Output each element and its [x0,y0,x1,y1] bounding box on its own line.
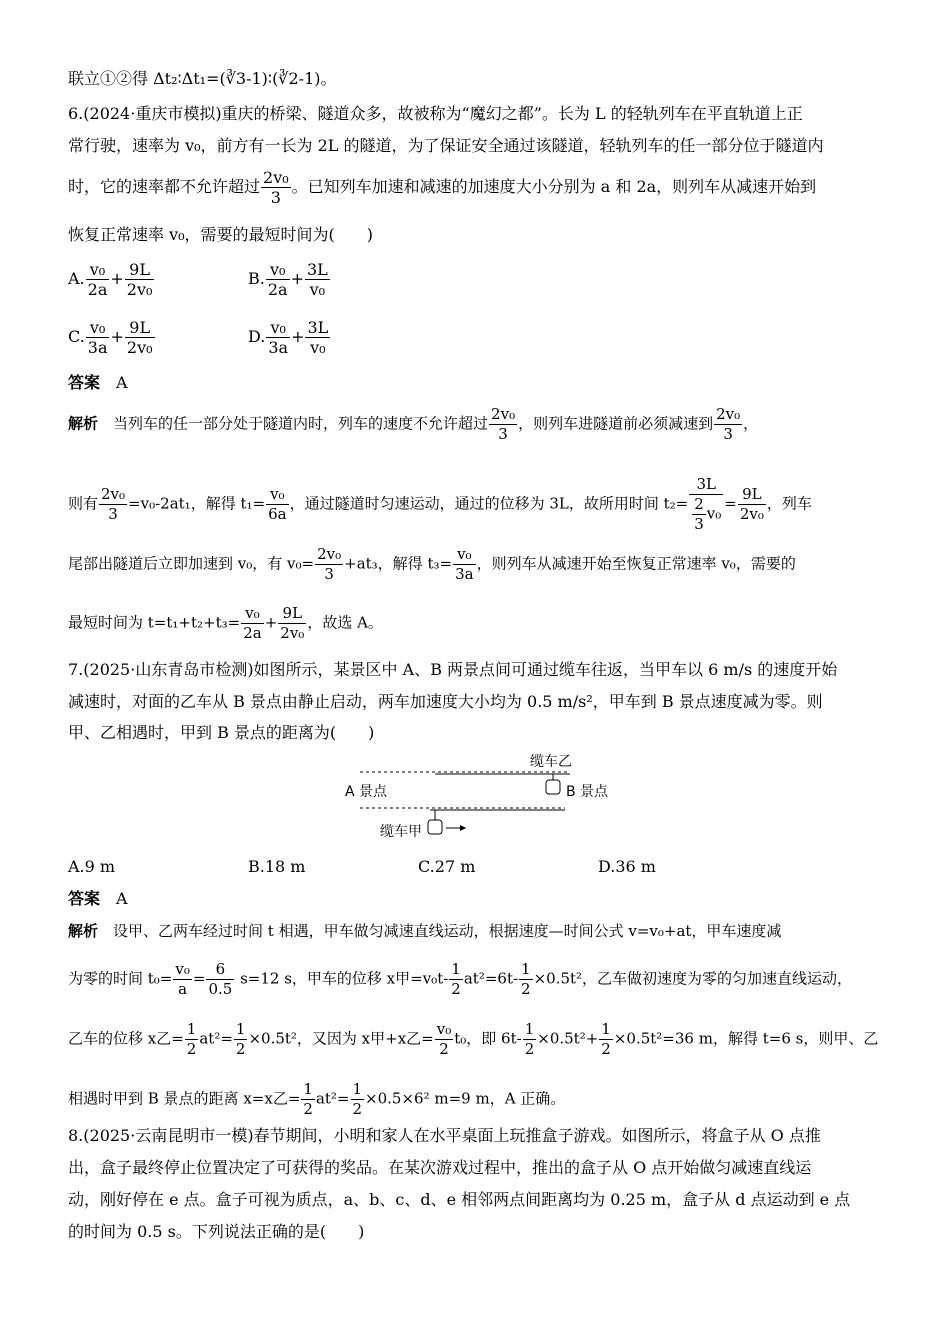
label-car-a: 缆车甲 [380,824,422,840]
q6-text: 。已知列车加速和减速的加速度大小分别为 a 和 2a，则列车从减速开始到 [291,177,817,196]
q7-analysis-line-3: 乙车的位移 x乙= $\frac{1}{2}$ at²= $\frac{1}{2}$ ×0.5t²，又因为 x甲+x乙= $\frac{\text{v₀}}{2}$ t₀，即 6t- $\frac{1}{2}$ ×0.5t²+ $\frac{1}{2}$ ×0.5t²=36 m，解得 t=6 s，则甲、乙 [68,1020,879,1058]
q6-stem-line-1: 6.(2024·重庆市模拟)重庆的桥梁、隧道众多，故被称为“魔幻之都”。长为 L 的轻轨列车在平直轨道上正 [68,104,803,123]
car-a-icon [428,820,442,834]
car-b-icon [546,780,560,794]
q6-stem-line-3 [68,168,816,207]
q7-stem-line-1: 7.(2025·山东青岛市检测)如图所示，某景区中 A、B 两景点间可通过缆车往返，当甲车以 6 m/s 的速度开始 [68,660,838,679]
fraction: $\frac{\text{2v₀}}{3}$ [263,168,289,207]
q7-stem-line-2: 减速时，对面的乙车从 B 景点由静止启动，两车加速度大小均为 0.5 m/s²，甲车到 B 景点速度减为零。则 [68,692,823,711]
q6-analysis-line-2: 则有 $\frac{\text{2v₀}}{3}$ =v₀-2at₁，解得 t₁= $\frac{\text{v₀}}{6a}$ ，通过隧道时匀速运动，通过的位移为 3L，故所用时间 t₂= 3L $\frac{2}{3}$ v₀ = $\frac{9L}{\text{2v₀}}$ ，列车 [68,475,812,533]
q6-option-a: A. $\frac{\text{v₀}}{2a}$ + $\frac{9L}{\text{2v₀}}$ [68,260,153,299]
q8-stem-line-4: 的时间为 0.5 s。下列说法正确的是( ) [68,1222,365,1241]
q7-analysis-line-1: 解析 设甲、乙两车经过时间 t 相遇，甲车做匀减速直线运动，根据速度—时间公式 v=v₀+at，甲车速度减 [68,922,782,940]
q6-stem-line-4: 恢复正常速率 v₀，需要的最短时间为( ) [68,225,374,244]
q7-option-d: D.36 m [598,857,656,876]
q6-analysis-line-1: 解析 当列车的任一部分处于隧道内时，列车的速度不允许超过 $\frac{\text{2v₀}}{3}$ ，则列车进隧道前必须减速到 $\frac{\text{2v₀}}{3}$ ， [68,405,759,443]
q6-answer: 答案 A [68,373,128,392]
q8-stem-line-1: 8.(2025·云南昆明市一模)春节期间，小明和家人在水平桌面上玩推盒子游戏。如图所示，将盒子从 O 点推 [68,1126,821,1145]
q7-answer: 答案 A [68,889,128,908]
label-point-b: B 景点 [566,784,609,800]
q7-option-b: B.18 m [248,857,306,876]
q8-stem-line-3: 动，刚好停在 e 点。盒子可视为质点，a、b、c、d、e 相邻两点间距离均为 0.25 m，盒子从 d 点运动到 e 点 [68,1190,851,1209]
q7-option-a: A.9 m [68,857,116,876]
q7-analysis-line-4: 相遇时甲到 B 景点的距离 x=x乙= $\frac{1}{2}$ at²= $\frac{1}{2}$ ×0.5×6² m=9 m，A 正确。 [68,1080,566,1118]
q7-stem-line-3: 甲、乙相遇时，甲到 B 景点的距离为( ) [68,723,375,742]
label-point-a: A 景点 [345,784,388,800]
paragraph-result: 联立①②得 Δt₂∶Δt₁=(∛3-1)∶(∛2-1)。 [68,69,337,88]
arrow-head-icon [460,825,466,831]
q6-option-b: B. $\frac{\text{v₀}}{2a}$ + $\frac{3L}{\text{v₀}}$ [248,260,328,299]
q6-text: 时，它的速率都不允许超过 [68,177,261,196]
q6-option-d: D. $\frac{\text{v₀}}{3a}$ + $\frac{3L}{\text{v₀}}$ [248,318,329,357]
q6-analysis-line-4: 最短时间为 t=t₁+t₂+t₃= $\frac{\text{v₀}}{2a}$ + $\frac{9L}{\text{2v₀}}$ ，故选 A。 [68,604,383,642]
label-car-b: 缆车乙 [530,754,572,770]
q6-analysis-line-3: 尾部出隧道后立即加速到 v₀，有 v₀= $\frac{\text{2v₀}}{3}$ +at₃，解得 t₃= $\frac{\text{v₀}}{3a}$ ，则列车从减速开始至恢复正常速率 v₀，需要的 [68,545,796,583]
q7-analysis-line-2: 为零的时间 t₀= $\frac{\text{v₀}}{a}$ = $\frac{6}{0.5}$ s=12 s，甲车的位移 x甲=v₀t- $\frac{1}{2}$ at²=6t- $\frac{1}{2}$ ×0.5t²，乙车做初速度为零的匀加速直线运动， [68,960,853,998]
q6-stem-line-2: 常行驶，速率为 v₀，前方有一长为 2L 的隧道，为了保证安全通过该隧道，轻轨列车的任一部分位于隧道内 [68,136,824,155]
q8-stem-line-2: 出，盒子最终停止位置决定了可获得的奖品。在某次游戏过程中，推出的盒子从 O 点开始做匀减速直线运 [68,1158,812,1177]
q6-option-c: C. $\frac{\text{v₀}}{3a}$ + $\frac{9L}{\text{2v₀}}$ [68,318,153,357]
cable-car-diagram [340,750,620,845]
q7-option-c: C.27 m [418,857,476,876]
